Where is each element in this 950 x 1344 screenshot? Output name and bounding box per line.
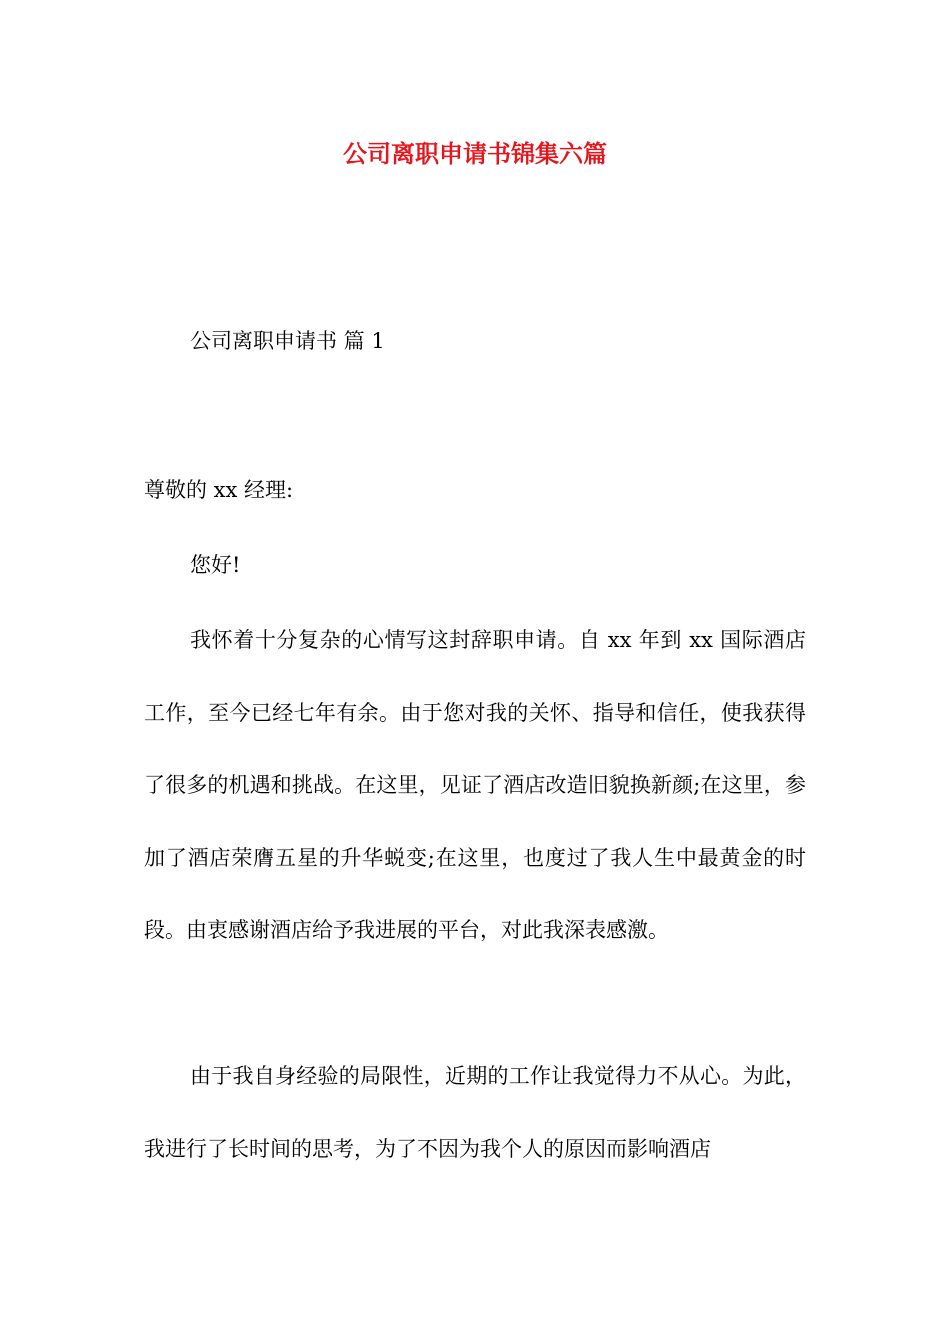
body-paragraph-2: 由于我自身经验的局限性，近期的工作让我觉得力不从心。为此，我进行了长时间的思考，为了不因为我个人的原因而影响酒店: [144, 1064, 806, 1161]
section-heading: 公司离职申请书 篇 1: [190, 329, 385, 353]
document-title: 公司离职申请书锦集六篇: [343, 140, 607, 168]
body-paragraph-1: 我怀着十分复杂的心情写这封辞职申请。自 xx 年到 xx 国际酒店工作，至今已经七年有余。由于您对我的关怀、指导和信任，使我获得了很多的机遇和挑战。在这里，见证了酒店改造旧貌换新颜;在这里，参加了酒店荣膺五星的升华蜕变;在这里，也度过了我人生中最黄金的时段。由衷感谢酒店给予我进展的平台，对此我深表感激。: [144, 628, 806, 942]
salutation: 尊敬的 xx 经理:: [144, 478, 294, 502]
greeting: 您好!: [190, 553, 241, 577]
